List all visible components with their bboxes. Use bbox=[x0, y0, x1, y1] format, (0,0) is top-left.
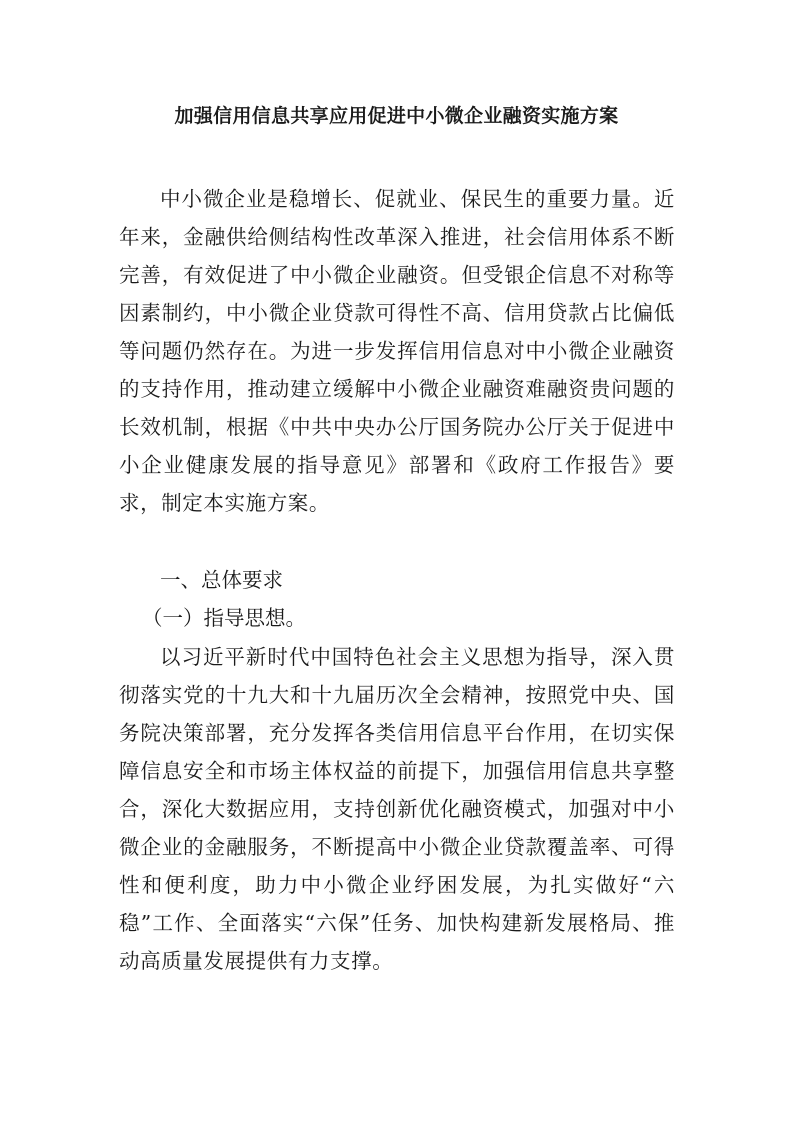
guiding-ideology-paragraph: 以习近平新时代中国特色社会主义思想为指导，深入贯彻落实党的十九大和十九届历次全会精神，按照党中央、国务院决策部署，充分发挥各类信用信息平台作用，在切实保障信息安全和市场主体权益的前提下，加强信用信息共享整合，深化大数据应用，支持创新优化融资模式，加强对中小微企业的金融服务，不断提高中小微企业贷款覆盖率、可得性和便利度，助力中小微企业纾困发展，为扎实做好“六稳”工作、全面落实“六保”任务、加快构建新发展格局、推动高质量发展提供有力支撑。 bbox=[119, 645, 675, 973]
subsection-heading-guiding-ideology: （一）指导思想。 bbox=[142, 606, 306, 630]
intro-paragraph: 中小微企业是稳增长、促就业、保民生的重要力量。近年来，金融供给侧结构性改革深入推进，社会信用体系不断完善，有效促进了中小微企业融资。但受银企信息不对称等因素制约，中小微企业贷款可得性不高、信用贷款占比偏低等问题仍然存在。为进一步发挥信用信息对中小微企业融资的支持作用，推动建立缓解中小微企业融资难融资贵问题的长效机制，根据《中共中央办公厅国务院办公厅关于促进中小企业健康发展的指导意见》部署和《政府工作报告》要求，制定本实施方案。 bbox=[119, 187, 675, 515]
document-title: 加强信用信息共享应用促进中小微企业融资实施方案 bbox=[174, 105, 619, 127]
section-heading-general-requirements: 一、总体要求 bbox=[160, 568, 283, 592]
